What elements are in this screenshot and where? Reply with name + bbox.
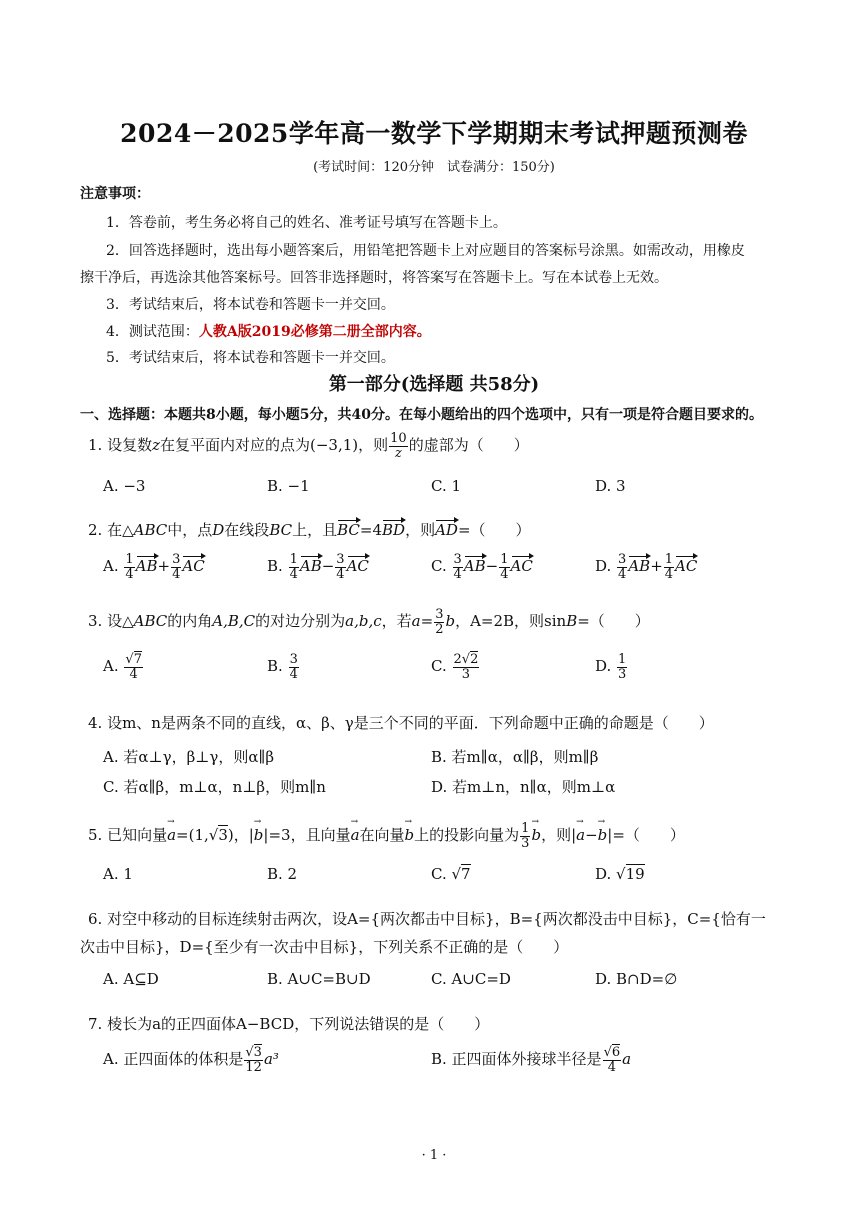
radicand: 3 xyxy=(253,1045,262,1060)
den: 3 xyxy=(618,666,627,682)
q2-text-c: 在线段 xyxy=(224,521,270,539)
q3-var-B: B xyxy=(566,612,578,631)
q1-text-a: 1. 设复数 xyxy=(88,436,153,455)
q1-option-c: C. 1 xyxy=(431,477,462,495)
notice-heading: 注意事项： xyxy=(80,186,150,202)
den: 4 xyxy=(129,666,138,682)
q6-option-b: B. A∪C=B∪D xyxy=(267,970,371,988)
section-instruction: 一、选择题：本题共8小题，每小题5分，共40分。在每小题给出的四个选项中，只有一项是符合题目要求的。 xyxy=(80,407,763,423)
q7-option-a xyxy=(103,1046,279,1074)
notice-item-2a: 2．回答选择题时，选出每小题答案后，用铅笔把答题卡上对应题目的答案标号涂黑。如需改动，用橡皮 xyxy=(106,243,745,259)
q2-option-a xyxy=(103,553,205,581)
q2-eq: =4 xyxy=(359,521,383,539)
num: 3 xyxy=(172,552,181,567)
num: √3 xyxy=(245,1045,262,1060)
q2-b-frac2 xyxy=(335,553,345,581)
q1-fraction xyxy=(389,432,408,460)
label: D. xyxy=(595,657,612,676)
q2-option-c xyxy=(431,553,533,581)
q1-frac-num: 10 xyxy=(390,431,407,446)
q2-d-frac2 xyxy=(664,553,674,581)
q5-vec-a: a → xyxy=(167,826,176,844)
question-1-stem xyxy=(88,432,529,460)
q5-text-a: 5. 已知向量 xyxy=(88,826,168,845)
radicand: 19 xyxy=(625,865,645,883)
q2-c-frac2 xyxy=(499,553,509,581)
q5-option-a: A. 1 xyxy=(103,865,133,883)
q5-vec-b3: b → xyxy=(531,826,541,844)
q2-text-e: ，则 xyxy=(405,521,436,539)
num: 3 xyxy=(289,652,298,667)
q1-option-b: B. −1 xyxy=(267,477,310,495)
den: 4 xyxy=(453,566,462,582)
notice-item-4 xyxy=(106,321,431,341)
q2-vector-ad: AD xyxy=(435,521,458,539)
question-7-stem: 7. 棱长为a的正四面体A−BCD，下列说法错误的是（ ） xyxy=(88,1015,490,1033)
question-3-stem xyxy=(88,608,650,636)
num: 1 xyxy=(289,552,298,567)
den: 4 xyxy=(664,566,674,582)
q3-text-a: 3. 设△ xyxy=(88,612,134,631)
num: √6 xyxy=(603,1045,621,1060)
q7-b-frac xyxy=(603,1046,622,1074)
num: 1 xyxy=(664,552,674,567)
q3-text-f: =（ ） xyxy=(577,612,650,631)
radicand: 6 xyxy=(611,1045,621,1060)
den: 12 xyxy=(245,1059,262,1075)
op: − xyxy=(321,557,335,576)
question-5-stem: 5. 已知向量a →=(1,√3)，|b →|=3，且向量a →在向量b →上的投影向量为 $\frac{1}{3}$ b →，则|a →−b →|=（ ） xyxy=(88,822,685,850)
vector-ab: AB xyxy=(628,557,651,576)
q5-vec-b2: b → xyxy=(405,826,415,844)
vector-ac: AC xyxy=(675,557,698,576)
label: A. xyxy=(103,657,119,676)
question-4-stem: 4. 设m、n是两条不同的直线，α、β、γ是三个不同的平面．下列命题中正确的命题是（ ） xyxy=(88,714,714,732)
q5-option-d: D. √19 xyxy=(595,865,645,883)
q6-option-d: D. B∩D=∅ xyxy=(595,970,678,988)
q6-option-a: A. A⊆D xyxy=(103,970,159,988)
q2-c-label: C. xyxy=(431,557,447,576)
q3-text-b: 的内角 xyxy=(167,612,213,631)
exam-title: 2024－2025学年高一数学下学期期末考试押题预测卷 xyxy=(120,119,748,148)
q3-d-frac xyxy=(617,653,627,681)
vector-ab: AB xyxy=(463,557,486,576)
q5-text-g: ，则| xyxy=(541,826,577,845)
den: 4 xyxy=(618,566,627,582)
q5-option-c: C. √7 xyxy=(431,865,471,883)
den: 4 xyxy=(289,666,298,682)
text: A. 正四面体的体积是 xyxy=(103,1050,244,1069)
q1-var-z: z xyxy=(152,436,160,455)
q2-option-d xyxy=(595,553,697,581)
q3-var-a: a xyxy=(411,612,421,631)
label: D. xyxy=(595,865,612,883)
q2-text-d: 上，且 xyxy=(292,521,338,539)
q3-option-c xyxy=(431,653,480,681)
notice-item-3: 3．考试结束后，将本试卷和答题卡一并交回。 xyxy=(106,297,395,313)
den: 4 xyxy=(607,1059,616,1075)
q5-fraction xyxy=(520,822,530,850)
op: − xyxy=(485,557,499,576)
q2-a-frac2 xyxy=(171,553,181,581)
q2-triangle: ABC xyxy=(133,521,168,539)
q2-segment-bc: BC xyxy=(269,521,293,539)
q3-text-c: 的对边分别为 xyxy=(255,612,346,631)
exam-subtitle: (考试时间：120分钟 试卷满分：150分) xyxy=(313,160,555,175)
vector-ac: AC xyxy=(346,557,369,576)
q3-triangle: ABC xyxy=(133,612,168,631)
den: 2 xyxy=(435,621,444,637)
q3-fraction xyxy=(434,608,444,636)
q1-option-d: D. 3 xyxy=(595,477,626,495)
num: 1 xyxy=(521,821,530,836)
den: 4 xyxy=(172,566,181,582)
q2-text-f: =（ ） xyxy=(457,521,531,539)
notice-item-2b: 擦干净后，再选涂其他答案标号。回答非选择题时，将答案写在答题卡上。写在本试卷上无效。 xyxy=(80,270,668,286)
q3-c-frac xyxy=(453,653,480,681)
label: C. xyxy=(431,865,447,883)
num: 1 xyxy=(618,652,627,667)
notice-item-1: 1．答卷前，考生务必将自己的姓名、准考证号填写在答题卡上。 xyxy=(106,215,507,231)
q7-option-b xyxy=(431,1046,631,1074)
num: 1 xyxy=(125,552,134,567)
q5-minus: − xyxy=(585,826,598,845)
q3-option-d xyxy=(595,653,628,681)
q1-text-b: 在复平面内对应的点为(−3,1)，则 xyxy=(160,436,389,455)
num: √7 xyxy=(125,652,142,667)
den: 3 xyxy=(461,666,471,682)
q3-b-frac xyxy=(289,653,299,681)
q1-option-a: A. −3 xyxy=(103,477,146,495)
notice-item-4-prefix: 4．测试范围： xyxy=(106,324,199,340)
num: 3 xyxy=(453,552,462,567)
page-number: · 1 · xyxy=(421,1148,447,1163)
q3-option-a xyxy=(103,653,144,681)
q2-a-frac1 xyxy=(124,553,134,581)
q3-option-b xyxy=(267,653,300,681)
q5-text-c: )，| xyxy=(227,826,254,845)
tail: a³ xyxy=(263,1050,279,1069)
q2-a-label: A. xyxy=(103,557,119,576)
q4-option-c: C. 若α∥β，m⊥α，n⊥β，则m∥n xyxy=(103,778,326,796)
q3-a-frac xyxy=(124,653,143,681)
q3-text-e: ，A=2B，则sin xyxy=(455,612,567,631)
q2-text-b: 中，点 xyxy=(167,521,213,539)
vector-ac: AC xyxy=(510,557,533,576)
section-title: 第一部分(选择题 共58分) xyxy=(328,374,540,395)
q2-point-d: D xyxy=(212,521,225,539)
tail: a xyxy=(622,1050,632,1069)
num: 3 xyxy=(336,552,345,567)
q3-eq: = xyxy=(420,612,434,631)
q4-option-b: B. 若m∥α，α∥β，则m∥β xyxy=(431,748,599,766)
q5-vec-b: b → xyxy=(254,826,264,844)
op: + xyxy=(650,557,663,576)
op: + xyxy=(157,557,171,576)
q5-text-e: 在向量 xyxy=(359,826,405,845)
q2-d-frac1 xyxy=(617,553,627,581)
q3-var-b: b xyxy=(445,612,456,631)
den: 4 xyxy=(289,566,298,582)
num: 1 xyxy=(500,552,509,567)
q2-d-label: D. xyxy=(595,557,612,576)
notice-item-4-scope: 人教A版2019必修第二册全部内容。 xyxy=(198,324,431,340)
q6-option-c: C. A∪C=D xyxy=(431,970,511,988)
q5-rad: 3 xyxy=(218,826,228,845)
q3-sides: a,b,c xyxy=(345,612,382,631)
q2-b-frac1 xyxy=(289,553,299,581)
q5-text-d: |=3，且向量 xyxy=(263,826,351,845)
question-6-line-1: 6. 对空中移动的目标连续射击两次，设A={两次都击中目标}，B={两次都没击中目标}，C={恰有一 xyxy=(88,910,766,928)
q5-vec-b4: b → xyxy=(598,826,608,844)
notice-item-5: 5．考试结束后，将本试卷和答题卡一并交回。 xyxy=(106,350,395,366)
q5-option-b: B. 2 xyxy=(267,865,298,883)
q5-text-h: |=（ ） xyxy=(607,826,685,845)
num: 3 xyxy=(435,607,444,622)
den: 4 xyxy=(500,566,509,582)
vector-ab: AB xyxy=(135,557,158,576)
radicand: 7 xyxy=(133,652,142,667)
radicand: 2 xyxy=(470,652,479,667)
q2-option-b xyxy=(267,553,369,581)
q5-text-b: =(1, xyxy=(176,826,209,845)
q2-text-a: 2. 在△ xyxy=(88,521,134,539)
den: 4 xyxy=(125,566,134,582)
q5-vec-a2: a → xyxy=(351,826,360,844)
q5-text-f: 上的投影向量为 xyxy=(414,826,520,845)
q2-vector-bd: BD xyxy=(382,521,406,539)
q2-c-frac1 xyxy=(453,553,463,581)
coef: 2 xyxy=(453,652,462,667)
q5-vec-a3: a → xyxy=(576,826,585,844)
den: 4 xyxy=(336,566,345,582)
q4-option-d: D. 若m⊥n，n∥α，则m⊥α xyxy=(431,778,616,796)
q1-text-c: 的虚部为（ ） xyxy=(408,436,529,455)
q2-b-label: B. xyxy=(267,557,283,576)
q4-option-a: A. 若α⊥γ，β⊥γ，则α∥β xyxy=(103,748,275,766)
q1-frac-den: z xyxy=(394,445,402,461)
label: C. xyxy=(431,657,447,676)
num: 3 xyxy=(618,552,627,567)
q7-a-frac xyxy=(244,1046,263,1074)
den: 3 xyxy=(521,835,530,851)
question-2-stem xyxy=(88,519,531,540)
q3-text-d: ，若 xyxy=(381,612,412,631)
text: B. 正四面体外接球半径是 xyxy=(431,1050,602,1069)
label: B. xyxy=(267,657,283,676)
q2-vector-bc: BC xyxy=(337,521,360,539)
vector-ab: AB xyxy=(299,557,322,576)
vector-ac: AC xyxy=(182,557,205,576)
q3-angles: A,B,C xyxy=(212,612,256,631)
question-6-line-2: 次击中目标}，D={至少有一次击中目标}，下列关系不正确的是（ ） xyxy=(80,938,569,956)
radicand: 7 xyxy=(461,865,471,883)
num: 2√2 xyxy=(453,652,479,667)
